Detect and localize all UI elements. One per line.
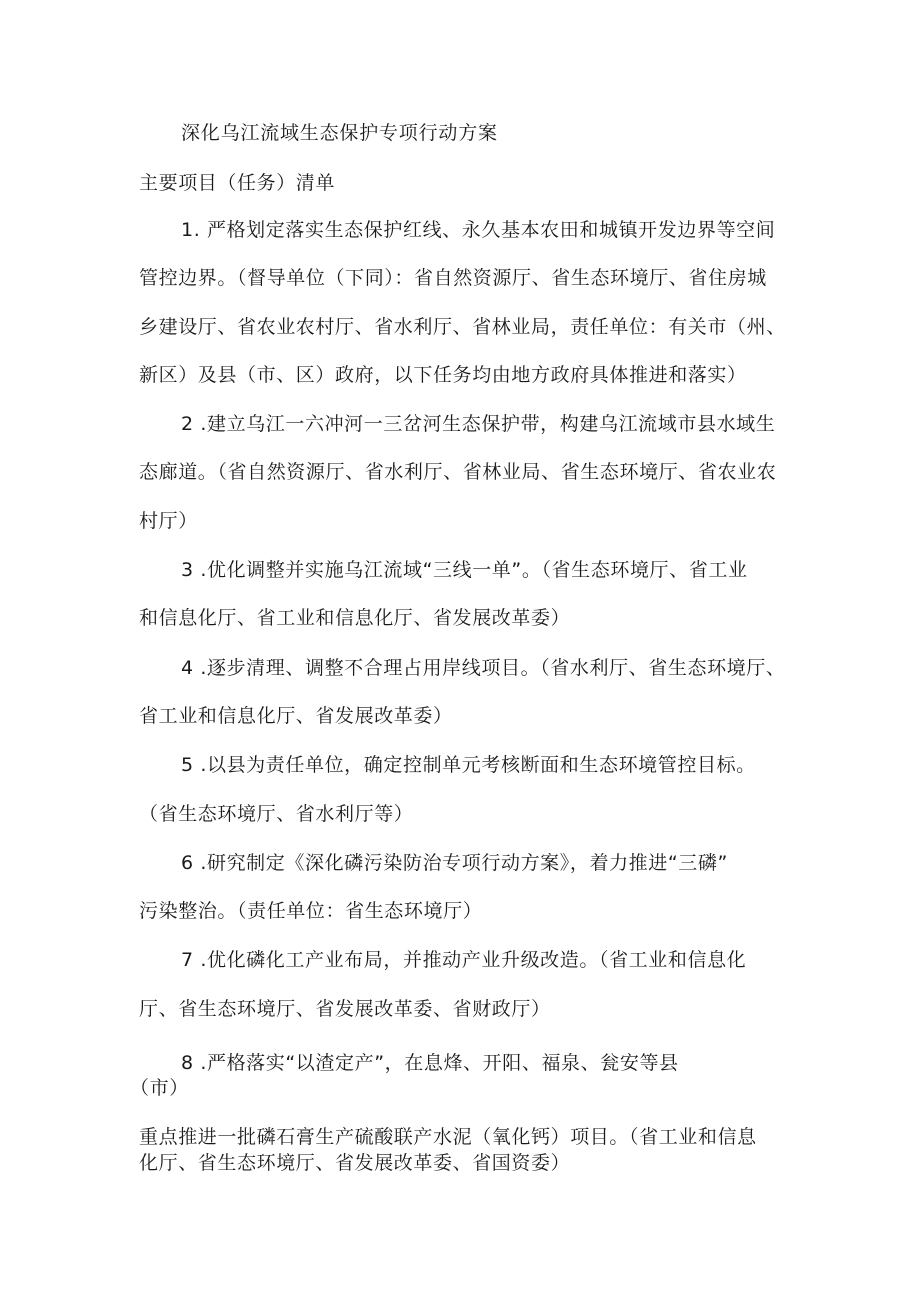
item-8-line-1: 8 .严格落实“以渣定产”，在息烽、开阳、福泉、瓮安等县 [181, 1052, 679, 1074]
item-1-line-3: 乡建设厅、省农业农村厅、省水利厅、省林业局，责任单位：有关市（州、 [139, 316, 786, 338]
item-1-line-2: 管控边界。（督导单位（下同）：省自然资源厅、省生态环境厅、省住房城 [139, 267, 767, 289]
item-7-line-2: 厅、省生态环境厅、省发展改革委、省财政厅） [139, 998, 551, 1020]
item-6-line-1: 6 .研究制定《深化磷污染防治专项行动方案》，着力推进“三磷” [181, 852, 728, 874]
document-subtitle: 主要项目（任务）清单 [139, 172, 336, 194]
item-1-line-4: 新区）及县（市、区）政府，以下任务均由地方政府具体推进和落实） [139, 364, 747, 386]
item-4-line-2: 省工业和信息化厅、省发展改革委） [139, 705, 453, 727]
item-6-line-2: 污染整治。（责任单位：省生态环境厅） [139, 900, 483, 922]
item-5-line-2: （省生态环境厅、省水利厅等） [139, 803, 414, 825]
item-8-line-2: （市） [130, 1077, 189, 1099]
item-3-line-2: 和信息化厅、省工业和信息化厅、省发展改革委） [139, 607, 571, 629]
item-3-line-1: 3 .优化调整并实施乌江流域“三线一单”。（省生态环境厅、省工业 [181, 559, 748, 581]
item-1-line-1: 1. 严格划定落实生态保护红线、永久基本农田和城镇开发边界等空间 [181, 219, 776, 241]
item-2-line-1: 2 .建立乌江一六冲河一三岔河生态保护带，构建乌江流域市县水域生 [181, 413, 776, 435]
item-2-line-3: 村厅） [139, 510, 198, 532]
document-title: 深化乌江流域生态保护专项行动方案 [181, 122, 498, 144]
item-2-line-2: 态廊道。（省自然资源厅、省水利厅、省林业局、省生态环境厅、省农业农 [139, 461, 777, 483]
item-8-line-4: 化厅、省生态环境厅、省发展改革委、省国资委） [139, 1152, 571, 1174]
item-8-line-3: 重点推进一批磷石膏生产硫酸联产水泥（氧化钙）项目。（省工业和信息 [139, 1126, 757, 1148]
item-7-line-1: 7 .优化磷化工产业布局，并推动产业升级改造。（省工业和信息化 [181, 949, 747, 971]
item-4-line-1: 4 .逐步清理、调整不合理占用岸线项目。（省水利厅、省生态环境厅、 [181, 657, 786, 679]
item-5-line-1: 5 .以县为责任单位，确定控制单元考核断面和生态环境管控目标。 [181, 754, 756, 776]
